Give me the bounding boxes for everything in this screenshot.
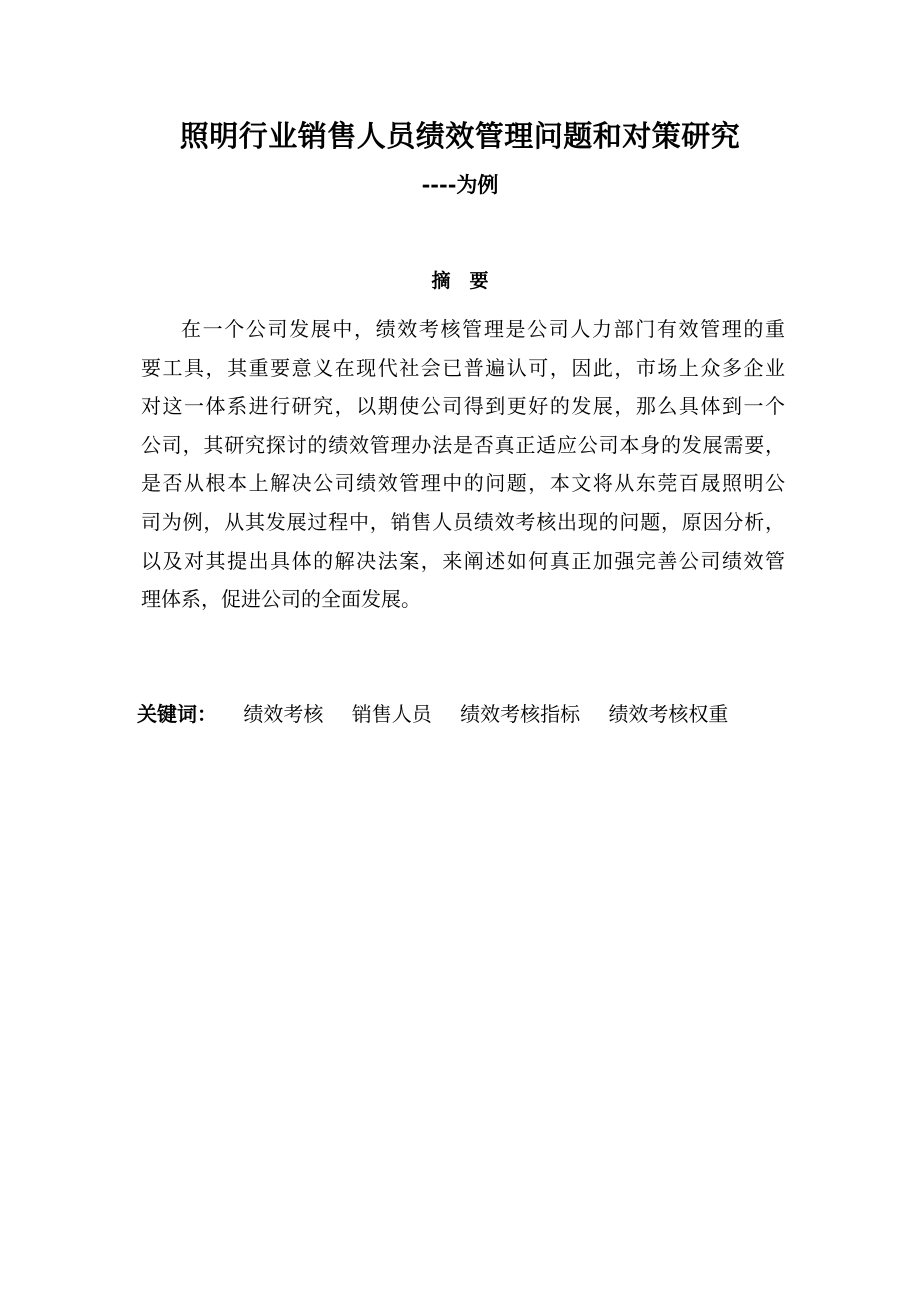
keywords-label: 关键词： xyxy=(137,702,217,726)
abstract-line: 司为例，从其发展过程中，销售人员绩效考核出现的问题，原因分析， xyxy=(141,509,785,534)
keywords-line xyxy=(137,697,837,731)
abstract-heading: 摘 要 xyxy=(431,270,489,292)
abstract-line: 是否从根本上解决公司绩效管理中的问题，本文将从东莞百晟照明公 xyxy=(141,471,785,496)
keyword-item: 绩效考核指标 xyxy=(460,702,581,726)
document-title: 照明行业销售人员绩效管理问题和对策研究 xyxy=(179,119,741,153)
abstract-line: 对这一体系进行研究，以期使公司得到更好的发展，那么具体到一个 xyxy=(141,394,785,419)
abstract-line: 在一个公司发展中，绩效考核管理是公司人力部门有效管理的重 xyxy=(181,317,785,341)
abstract-line: 公司，其研究探讨的绩效管理办法是否真正适应公司本身的发展需要， xyxy=(141,432,785,457)
abstract-line: 以及对其提出具体的解决法案，来阐述如何真正加强完善公司绩效管 xyxy=(141,548,785,573)
keyword-item: 绩效考核权重 xyxy=(608,702,729,726)
keyword-item: 绩效考核 xyxy=(243,702,324,726)
abstract-body xyxy=(141,310,785,619)
abstract-line: 理体系，促进公司的全面发展。 xyxy=(141,587,421,612)
keyword-item: 销售人员 xyxy=(351,702,432,726)
abstract-line: 要工具，其重要意义在现代社会已普遍认可，因此，市场上众多企业 xyxy=(141,355,785,380)
document-subtitle: ----为例 xyxy=(421,172,499,197)
